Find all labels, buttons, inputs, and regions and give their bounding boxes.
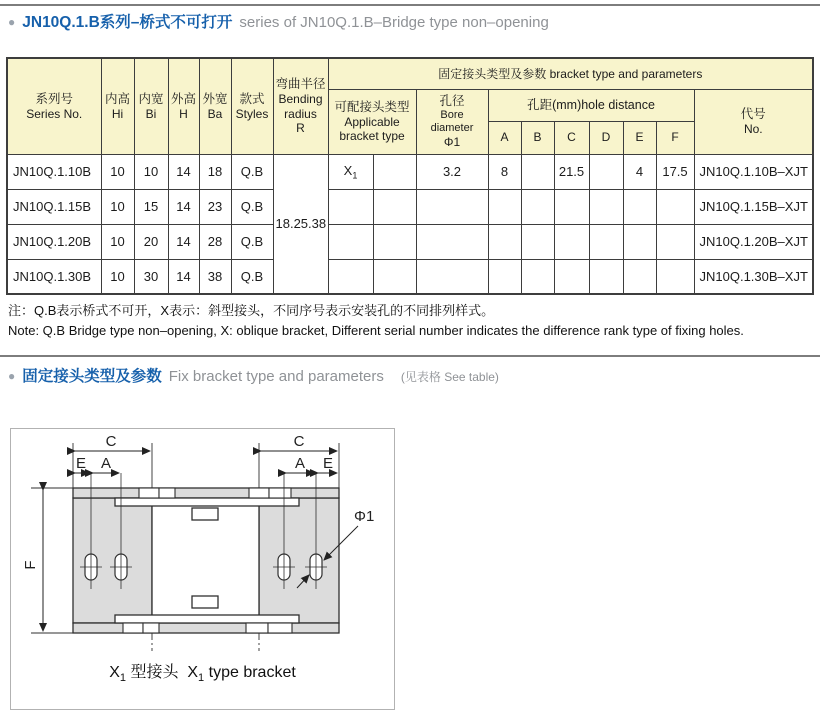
col-header-bending-radius: 弯曲半径 Bending radius R <box>273 58 328 154</box>
cell-h: 14 <box>168 259 199 294</box>
bullet-icon: ● <box>8 369 16 383</box>
col-header-e: E <box>623 121 656 154</box>
bracket-drawing <box>11 429 394 657</box>
cell-bore <box>416 224 488 259</box>
cell-code: JN10Q.1.15B–XJT <box>694 189 813 224</box>
cell-h: 14 <box>168 154 199 189</box>
center-window-bottom <box>192 596 218 608</box>
cell-ba: 38 <box>199 259 231 294</box>
dim-label-a-right: A <box>294 455 306 472</box>
top-overlap-plate <box>115 498 299 506</box>
cell-f <box>656 224 694 259</box>
col-header-h: 外高 H <box>168 58 199 154</box>
section2-hint: (见表格 See table) <box>400 370 499 384</box>
col-header-d: D <box>589 121 623 154</box>
table-row <box>7 224 813 259</box>
cell-bore <box>416 189 488 224</box>
cell-styles: Q.B <box>231 259 273 294</box>
cell-series: JN10Q.1.15B <box>7 189 101 224</box>
bottom-overlap-plate <box>115 615 299 623</box>
cell-a: 8 <box>488 154 521 189</box>
cell-bi: 15 <box>134 189 168 224</box>
page-title <box>8 10 549 32</box>
col-header-a: A <box>488 121 521 154</box>
cell-styles: Q.B <box>231 224 273 259</box>
cell-series: JN10Q.1.10B <box>7 154 101 189</box>
cell-f <box>656 189 694 224</box>
note-cn: 注：Q.B表示桥式不可开，X表示：斜型接头，不同序号表示安装孔的不同排列样式。 <box>8 303 495 318</box>
center-window-top <box>192 508 218 520</box>
section-divider <box>0 355 820 357</box>
cell-bracket-type-2 <box>373 259 416 294</box>
cell-e <box>623 259 656 294</box>
cell-series: JN10Q.1.30B <box>7 259 101 294</box>
cell-hi: 10 <box>101 224 134 259</box>
col-header-code: 代号 No. <box>694 89 813 154</box>
dim-label-c-left: C <box>105 433 117 450</box>
cell-b <box>521 154 554 189</box>
col-header-series: 系列号 Series No. <box>7 58 101 154</box>
page-title-cn: JN10Q.1.B系列–桥式不可打开 <box>22 14 233 31</box>
bottom-flange <box>73 623 339 633</box>
cell-bi: 30 <box>134 259 168 294</box>
col-header-b: B <box>521 121 554 154</box>
table-row <box>7 154 813 189</box>
cell-e: 4 <box>623 154 656 189</box>
cell-e <box>623 224 656 259</box>
note-en: Note: Q.B Bridge type non–opening, X: oblique bracket, Different serial number indicates the difference rank type of fixing holes. <box>8 323 744 338</box>
cell-bracket-type-2 <box>373 224 416 259</box>
cell-a <box>488 259 521 294</box>
cell-a <box>488 189 521 224</box>
bullet-icon: ● <box>8 15 16 29</box>
section2-title-en: Fix bracket type and parameters <box>168 368 384 385</box>
cell-a <box>488 224 521 259</box>
cell-f <box>656 259 694 294</box>
notes <box>8 301 744 341</box>
cell-d <box>589 189 623 224</box>
col-header-hole-distance: 孔距(mm)hole distance <box>488 89 694 121</box>
cell-h: 14 <box>168 189 199 224</box>
bracket-body <box>31 443 339 651</box>
cell-bore: 3.2 <box>416 154 488 189</box>
dim-label-c-right: C <box>293 433 305 450</box>
section2-title-cn: 固定接头类型及参数 <box>22 368 162 385</box>
cell-code: JN10Q.1.20B–XJT <box>694 224 813 259</box>
cell-bracket-type: $X_1$ <box>328 154 373 189</box>
cell-bracket-type <box>328 224 373 259</box>
cell-c <box>554 224 589 259</box>
top-divider <box>0 4 820 6</box>
cell-c <box>554 189 589 224</box>
dim-label-f: F <box>22 560 39 570</box>
table-row <box>7 259 813 294</box>
cell-bi: 10 <box>134 154 168 189</box>
cell-bi: 20 <box>134 224 168 259</box>
col-header-bi: 内宽 Bi <box>134 58 168 154</box>
cell-h: 14 <box>168 224 199 259</box>
cell-e <box>623 189 656 224</box>
cell-c: 21.5 <box>554 154 589 189</box>
cell-bracket-type-2 <box>373 189 416 224</box>
cell-code: JN10Q.1.10B–XJT <box>694 154 813 189</box>
cell-bore <box>416 259 488 294</box>
col-header-bore-diameter: 孔径 Bore diameter Φ1 <box>416 89 488 154</box>
dim-label-e-left: E <box>75 455 87 472</box>
bracket-diagram <box>10 428 395 710</box>
cell-hi: 10 <box>101 154 134 189</box>
cell-hi: 10 <box>101 189 134 224</box>
col-header-styles: 款式 Styles <box>231 58 273 154</box>
cell-bracket-type <box>328 189 373 224</box>
cell-c <box>554 259 589 294</box>
page-title-en: series of JN10Q.1.B–Bridge type non–opening <box>239 14 549 31</box>
diagram-caption: $X_1$ 型接头 $X_1$ type bracket <box>109 664 296 685</box>
right-plate <box>259 498 339 623</box>
cell-bracket-type <box>328 259 373 294</box>
top-flange <box>73 488 339 498</box>
col-header-ba: 外宽 Ba <box>199 58 231 154</box>
cell-b <box>521 259 554 294</box>
cell-ba: 18 <box>199 154 231 189</box>
section2-title <box>8 364 499 386</box>
cell-b <box>521 224 554 259</box>
col-header-f: F <box>656 121 694 154</box>
cell-styles: Q.B <box>231 154 273 189</box>
cell-f: 17.5 <box>656 154 694 189</box>
col-header-c: C <box>554 121 589 154</box>
dim-label-e-right: E <box>322 455 334 472</box>
cell-styles: Q.B <box>231 189 273 224</box>
cell-hi: 10 <box>101 259 134 294</box>
cell-bending-radius: 18.25.38 <box>273 154 328 294</box>
table-row <box>7 189 813 224</box>
spec-table <box>6 57 814 295</box>
cell-ba: 28 <box>199 224 231 259</box>
cell-d <box>589 259 623 294</box>
cell-series: JN10Q.1.20B <box>7 224 101 259</box>
cell-ba: 23 <box>199 189 231 224</box>
col-header-applicable-bracket: 可配接头类型 Applicable bracket type <box>328 89 416 154</box>
dim-label-a-left: A <box>100 455 112 472</box>
cell-d <box>589 154 623 189</box>
cell-code: JN10Q.1.30B–XJT <box>694 259 813 294</box>
phi-label: Φ1 <box>354 508 375 525</box>
cell-d <box>589 224 623 259</box>
group-header-bracket-params: 固定接头类型及参数 bracket type and parameters <box>328 58 813 89</box>
cell-b <box>521 189 554 224</box>
cell-bracket-type-2 <box>373 154 416 189</box>
col-header-hi: 内高 Hi <box>101 58 134 154</box>
